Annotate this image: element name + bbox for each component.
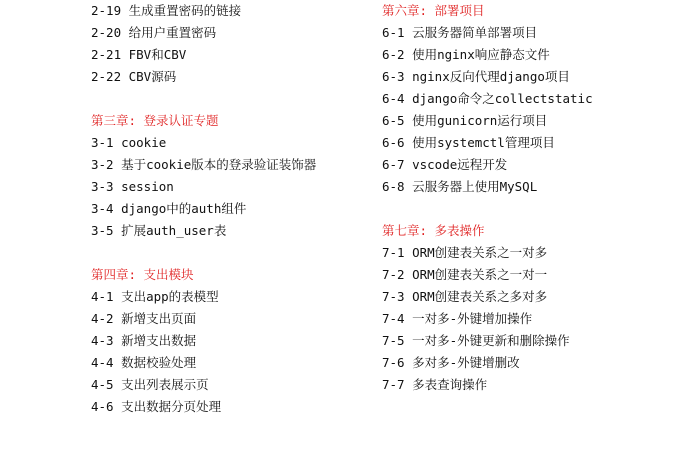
list-item: 6-4 django命令之collectstatic (382, 91, 593, 106)
list-item: 2-20 给用户重置密码 (91, 25, 217, 40)
list-item: 6-1 云服务器简单部署项目 (382, 25, 538, 40)
chapter-3-heading: 第三章: 登录认证专题 (91, 113, 219, 128)
list-item: 6-7 vscode远程开发 (382, 157, 508, 172)
chapter-4-heading: 第四章: 支出模块 (91, 267, 194, 282)
list-item: 4-4 数据校验处理 (91, 355, 197, 370)
list-item: 4-2 新增支出页面 (91, 311, 197, 326)
list-item: 6-3 nginx反向代理django项目 (382, 69, 570, 84)
list-item: 6-5 使用gunicorn运行项目 (382, 113, 548, 128)
list-item: 7-3 ORM创建表关系之多对多 (382, 289, 548, 304)
right-column (382, 0, 682, 396)
list-item: 2-19 生成重置密码的链接 (91, 3, 242, 18)
section-spacer (382, 198, 682, 220)
list-item: 2-22 CBV源码 (91, 69, 177, 84)
list-item: 6-6 使用systemctl管理项目 (382, 135, 555, 150)
list-item: 2-21 FBV和CBV (91, 47, 187, 62)
list-item: 6-2 使用nginx响应静态文件 (382, 47, 550, 62)
list-item: 3-1 cookie (91, 135, 167, 150)
list-item: 4-6 支出数据分页处理 (91, 399, 222, 414)
section-spacer (91, 242, 371, 264)
left-column (91, 0, 371, 418)
list-item: 4-5 支出列表展示页 (91, 377, 209, 392)
list-item: 3-4 django中的auth组件 (91, 201, 247, 216)
list-item: 7-5 一对多-外键更新和删除操作 (382, 333, 570, 348)
list-item: 3-5 扩展auth_user表 (91, 223, 227, 238)
list-item: 7-7 多表查询操作 (382, 377, 488, 392)
list-item: 7-2 ORM创建表关系之一对一 (382, 267, 548, 282)
list-item: 6-8 云服务器上使用MySQL (382, 179, 538, 194)
list-item: 4-1 支出app的表模型 (91, 289, 219, 304)
list-item: 4-3 新增支出数据 (91, 333, 197, 348)
list-item: 7-1 ORM创建表关系之一对多 (382, 245, 548, 260)
section-spacer (91, 88, 371, 110)
chapter-7-heading: 第七章: 多表操作 (382, 223, 485, 238)
list-item: 3-3 session (91, 179, 174, 194)
list-item: 7-6 多对多-外键增删改 (382, 355, 520, 370)
list-item: 7-4 一对多-外键增加操作 (382, 311, 533, 326)
list-item: 3-2 基于cookie版本的登录验证装饰器 (91, 157, 317, 172)
chapter-6-heading: 第六章: 部署项目 (382, 3, 485, 18)
